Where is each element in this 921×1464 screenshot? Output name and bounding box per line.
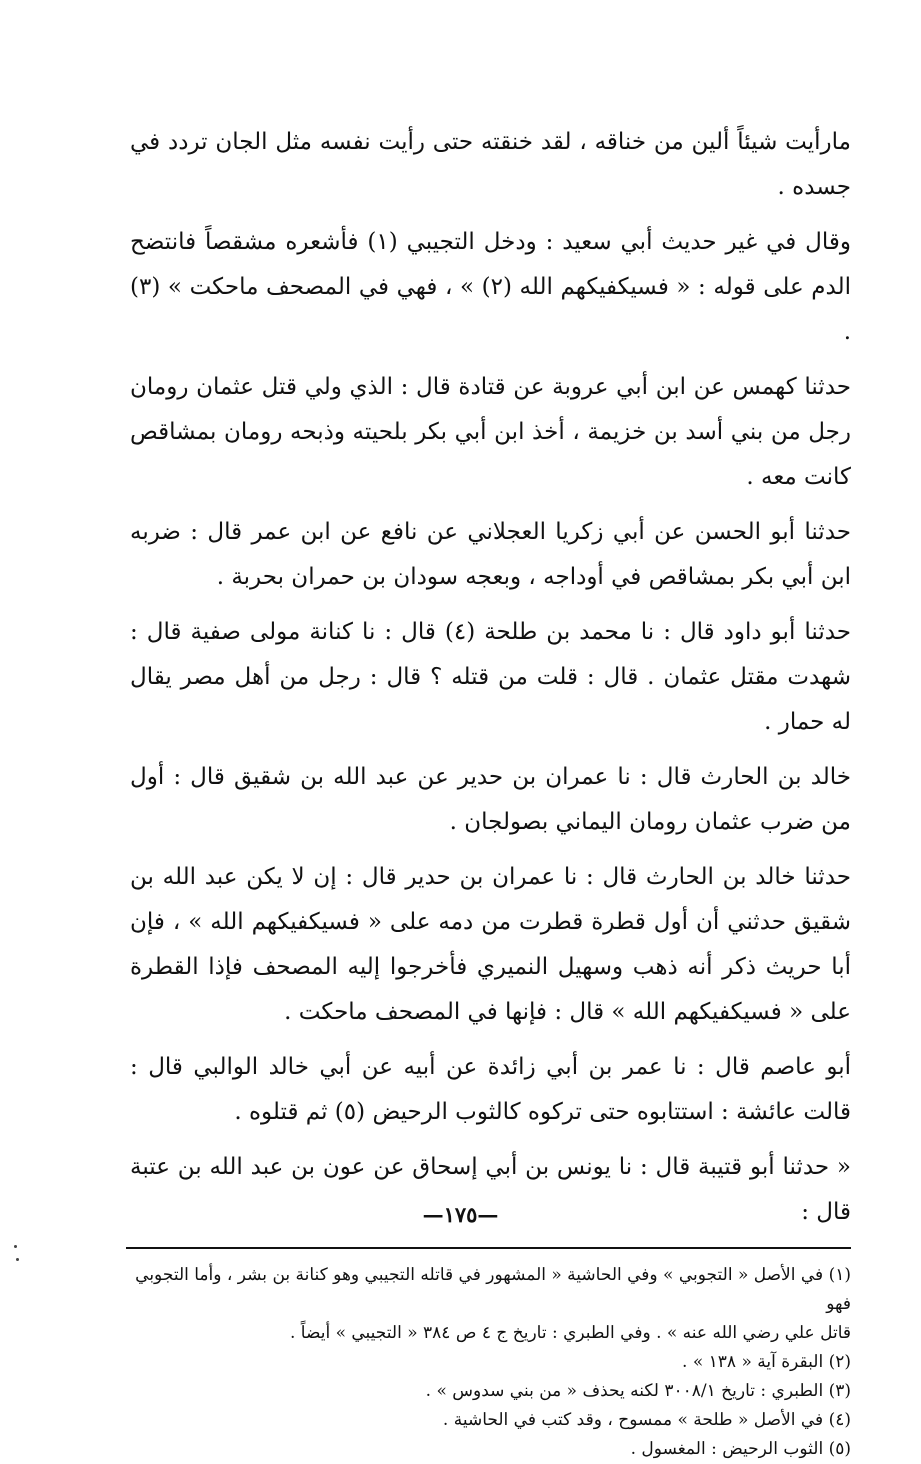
paragraph: حدثنا أبو الحسن عن أبي زكريا العجلاني عن نافع عن ابن عمر قال : ضربه ابن أبي بكر بمشاقص في أوداجه ، وبعجه سودان بن حمران بحربة . [130, 519, 851, 590]
scan-speck [14, 1245, 17, 1248]
footnote-1: (١) في الأصل « التجوبي » وفي الحاشية « المشهور في قاتله التجيبي وهو كنانة بن بشر ، وأما التجوبي فهو [135, 1265, 851, 1314]
paragraph: حدثنا أبو داود قال : نا محمد بن طلحة (٤) قال : نا كنانة مولى صفية قال : شهدت مقتل عثمان . قال : قلت من قتله ؟ قال : رجل من أهل مصر يقال له حمار . [130, 619, 852, 735]
footnote-divider [126, 1247, 851, 1249]
footnote-2: (٢) البقرة آية « ١٣٨ » . [682, 1352, 851, 1372]
footnote-1-continuation: قاتل علي رضي الله عنه » . وفي الطبري : تاريخ ج ٤ ص ٣٨٤ « التجيبي » أيضاً . [289, 1323, 851, 1343]
page-number: —١٧٥— [422, 1202, 499, 1227]
paragraph: حدثنا خالد بن الحارث قال : نا عمران بن حدير قال : إن لا يكن عبد الله بن شقيق حدثني أن أول قطرة قطرت من دمه على « فسيكفيكهم الله » ، فإن أبا حريث ذكر أنه ذهب وسهيل النميري فأخرجوا إليه المصحف فإذا القطرة على « فسيكفيكهم الله » قال : فإنها في المصحف ماحكت . [130, 864, 851, 1025]
paragraph: أبو عاصم قال : نا عمر بن أبي زائدة عن أبيه عن أبي خالد الوالبي قال : قالت عائشة : استتابوه حتى تركوه كالثوب الرحيض (٥) ثم قتلوه . [130, 1054, 851, 1125]
paragraph: مارأيت شيئاً ألين من خناقه ، لقد خنقته حتى رأيت نفسه مثل الجان تردد في جسده . [130, 129, 851, 200]
paragraph: « حدثنا أبو قتيبة قال : نا يونس بن أبي إسحاق عن عون بن عبد الله بن عتبة قال : [130, 1154, 851, 1225]
paragraph: وقال في غير حديث أبي سعيد : ودخل التجيبي (١) فأشعره مشقصاً فانتضح الدم على قوله : « فسيكفيكهم الله (٢) » ، فهي في المصحف ماحكت » (٣) . [130, 229, 852, 345]
body-text [130, 120, 851, 1235]
footnotes [130, 1261, 851, 1464]
footnote-3: (٣) الطبري : تاريخ ٣٠٠٨/١ لكنه يحذف « من بني سدوس » . [425, 1381, 851, 1401]
footnote-5: (٥) الثوب الرحيض : المغسول . [630, 1439, 851, 1459]
paragraph: خالد بن الحارث قال : نا عمران بن حدير عن عبد الله بن شقيق قال : أول من ضرب عثمان رومان اليماني بصولجان . [130, 764, 851, 835]
scan-speck [16, 1258, 19, 1261]
paragraph: حدثنا كهمس عن ابن أبي عروبة عن قتادة قال : الذي ولي قتل عثمان رومان رجل من بني أسد بن خزيمة ، أخذ ابن أبي بكر بلحيته وذبحه رومان بمشاقص كانت معه . [130, 374, 851, 490]
footnote-4: (٤) في الأصل « طلحة » ممسوح ، وقد كتب في الحاشية . [442, 1410, 851, 1430]
